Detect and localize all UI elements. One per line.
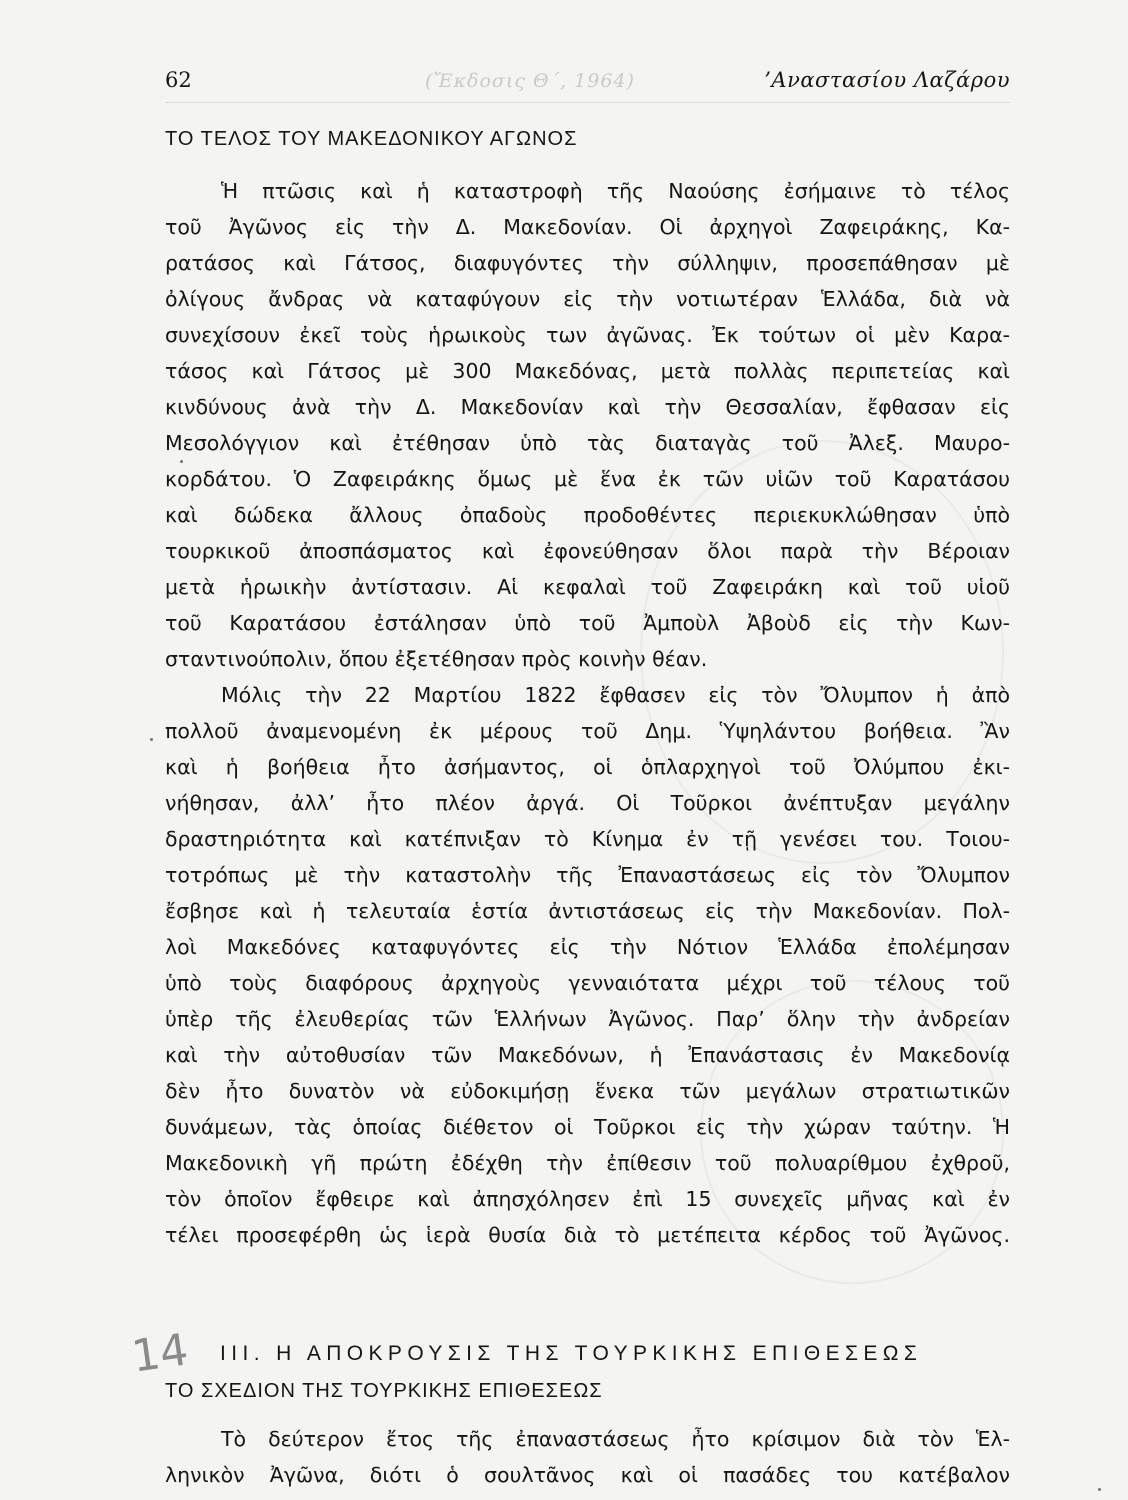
text-line: τάσος καὶ Γάτσος μὲ 300 Μακεδόνας, μετὰ πολλὰς περιπετείας καὶ [165, 359, 1010, 383]
bleed-through-text: (Ἔκδοσις Θ΄, 1964) [425, 70, 635, 92]
text-line: καὶ δώδεκα ἄλλους ὀπαδοὺς προδοθέντες περιεκυκλώθησαν ὑπὸ [165, 503, 1010, 527]
text-line: τὸν ὁποῖον ἔφθειρε καὶ ἀπησχόλησεν ἐπὶ 15 συνεχεῖς μῆνας καὶ ἐν [165, 1187, 1010, 1211]
text-line: τοτρόπως μὲ τὴν καταστολὴν τῆς Ἐπαναστάσεως εἰς τὸν Ὄλυμπον [165, 863, 1010, 887]
chapter-heading: ΙΙΙ. Η ΑΠΟΚΡΟΥΣΙΣ ΤΗΣ ΤΟΥΡΚΙΚΗΣ ΕΠΙΘΕΣΕΩΣ [220, 1342, 923, 1365]
scan-speck [150, 738, 153, 741]
text-line: νήθησαν, ἀλλ’ ἦτο πλέον ἀργά. Οἱ Τοῦρκοι ἀνέπτυξαν μεγάλην [165, 791, 1010, 815]
text-line: τουρκικοῦ ἀποσπάσματος καὶ ἐφονεύθησαν ὅλοι παρὰ τὴν Βέροιαν [165, 539, 1010, 563]
section-heading: ΤΟ ΤΕΛΟΣ ΤΟΥ ΜΑΚΕΔΟΝΙΚΟΥ ΑΓΩΝΟΣ [165, 128, 578, 150]
section-heading: ΤΟ ΣΧΕΔΙΟΝ ΤΗΣ ΤΟΥΡΚΙΚΗΣ ΕΠΙΘΕΣΕΩΣ [165, 1380, 603, 1402]
text-line: καὶ τὴν αὐτοθυσίαν τῶν Μακεδόνων, ἡ Ἐπανάστασις ἐν Μακεδονίᾳ [165, 1043, 1010, 1067]
text-line: καὶ ἡ βοήθεια ἦτο ἀσήμαντος, οἱ ὁπλαρχηγοὶ τοῦ Ὀλύμπου ἐκι- [165, 755, 1010, 779]
text-line: Μόλις τὴν 22 Μαρτίου 1822 ἔφθασεν εἰς τὸν Ὄλυμπον ἡ ἀπὸ [221, 683, 1010, 707]
handwritten-margin-note: 14 [128, 1324, 192, 1383]
text-line: λοὶ Μακεδόνες καταφυγόντες εἰς τὴν Νότιον Ἑλλάδα ἐπολέμησαν [165, 935, 1010, 959]
scan-speck [180, 460, 183, 463]
header-rule [165, 102, 1010, 103]
text-line: Ἡ πτῶσις καὶ ἡ καταστροφὴ τῆς Ναούσης ἐσήμαινε τὸ τέλος [221, 179, 1010, 203]
text-line: δραστηριότητα καὶ κατέπνιξαν τὸ Κίνημα ἐν τῇ γενέσει του. Τοιου- [165, 827, 1010, 851]
text-line: δυνάμεων, τὰς ὁποίας διέθετον οἱ Τοῦρκοι εἰς τὴν χώραν ταύτην. Ἡ [165, 1115, 1010, 1139]
text-line: ρατάσος καὶ Γάτσος, διαφυγόντες τὴν σύλληψιν, προσεπάθησαν μὲ [165, 251, 1010, 275]
text-line: ληνικὸν Ἀγῶνα, διότι ὁ σουλτᾶνος καὶ οἱ πασάδες του κατέβαλον [165, 1463, 1010, 1487]
text-line: ἔσβησε καὶ ἡ τελευταία ἑστία ἀντιστάσεως εἰς τὴν Μακεδονίαν. Πολ- [165, 899, 1010, 923]
running-head: ’Αναστασίου Λαζάρου [764, 68, 1010, 92]
page-header [165, 64, 1010, 104]
text-line: τέλει προσεφέρθη ὡς ἱερὰ θυσία διὰ τὸ μετέπειτα κέρδος τοῦ Ἀγῶνος. [165, 1223, 1010, 1247]
text-line: ὀλίγους ἄνδρας νὰ καταφύγουν εἰς τὴν νοτιωτέραν Ἑλλάδα, διὰ νὰ [165, 287, 1010, 311]
text-line: ὑπὸ τοὺς διαφόρους ἀρχηγοὺς γενναιότατα μέχρι τοῦ τέλους τοῦ [165, 971, 1010, 995]
text-line: Τὸ δεύτερον ἔτος τῆς ἐπαναστάσεως ἦτο κρίσιμον διὰ τὸν Ἑλ- [221, 1427, 1010, 1451]
text-line: δὲν ἦτο δυνατὸν νὰ εὐδοκιμήσῃ ἕνεκα τῶν μεγάλων στρατιωτικῶν [165, 1079, 1010, 1103]
text-line: κορδάτου. Ὁ Ζαφειράκης ὅμως μὲ ἕνα ἐκ τῶν υἱῶν τοῦ Καρατάσου [165, 467, 1010, 491]
text-line: ὑπὲρ τῆς ἐλευθερίας τῶν Ἑλλήνων Ἀγῶνος. Παρ’ ὅλην τὴν ἀνδρείαν [165, 1007, 1010, 1031]
text-line: μετὰ ἡρωικὴν ἀντίστασιν. Αἱ κεφαλαὶ τοῦ Ζαφειράκη καὶ τοῦ υἱοῦ [165, 575, 1010, 599]
text-line: συνεχίσουν ἐκεῖ τοὺς ἡρωικοὺς των ἀγῶνας. Ἐκ τούτων οἱ μὲν Καρα- [165, 323, 1010, 347]
text-line: τοῦ Ἀγῶνος εἰς τὴν Δ. Μακεδονίαν. Οἱ ἀρχηγοὶ Ζαφειράκης, Κα- [165, 215, 1010, 239]
text-line: Μεσολόγγιον καὶ ἐτέθησαν ὑπὸ τὰς διαταγὰς τοῦ Ἀλεξ. Μαυρο- [165, 431, 1010, 455]
text-line: πολλοῦ ἀναμενομένη ἐκ μέρους τοῦ Δημ. Ὑψηλάντου βοήθεια. Ἂν [165, 719, 1010, 743]
scan-speck [1098, 1488, 1101, 1491]
text-line: Μακεδονικὴ γῆ πρώτη ἐδέχθη τὴν ἐπίθεσιν τοῦ πολυαρίθμου ἐχθροῦ, [165, 1151, 1010, 1175]
page-number: 62 [165, 68, 192, 92]
text-line: σταντινούπολιν, ὅπου ἐξετέθησαν πρὸς κοινὴν θέαν. [165, 647, 708, 671]
text-line: κινδύνους ἀνὰ τὴν Δ. Μακεδονίαν καὶ τὴν Θεσσαλίαν, ἔφθασαν εἰς [165, 395, 1010, 419]
text-line: τοῦ Καρατάσου ἐστάλησαν ὑπὸ τοῦ Ἀμποὺλ Ἀβοὺδ εἰς τὴν Κων- [165, 611, 1010, 635]
